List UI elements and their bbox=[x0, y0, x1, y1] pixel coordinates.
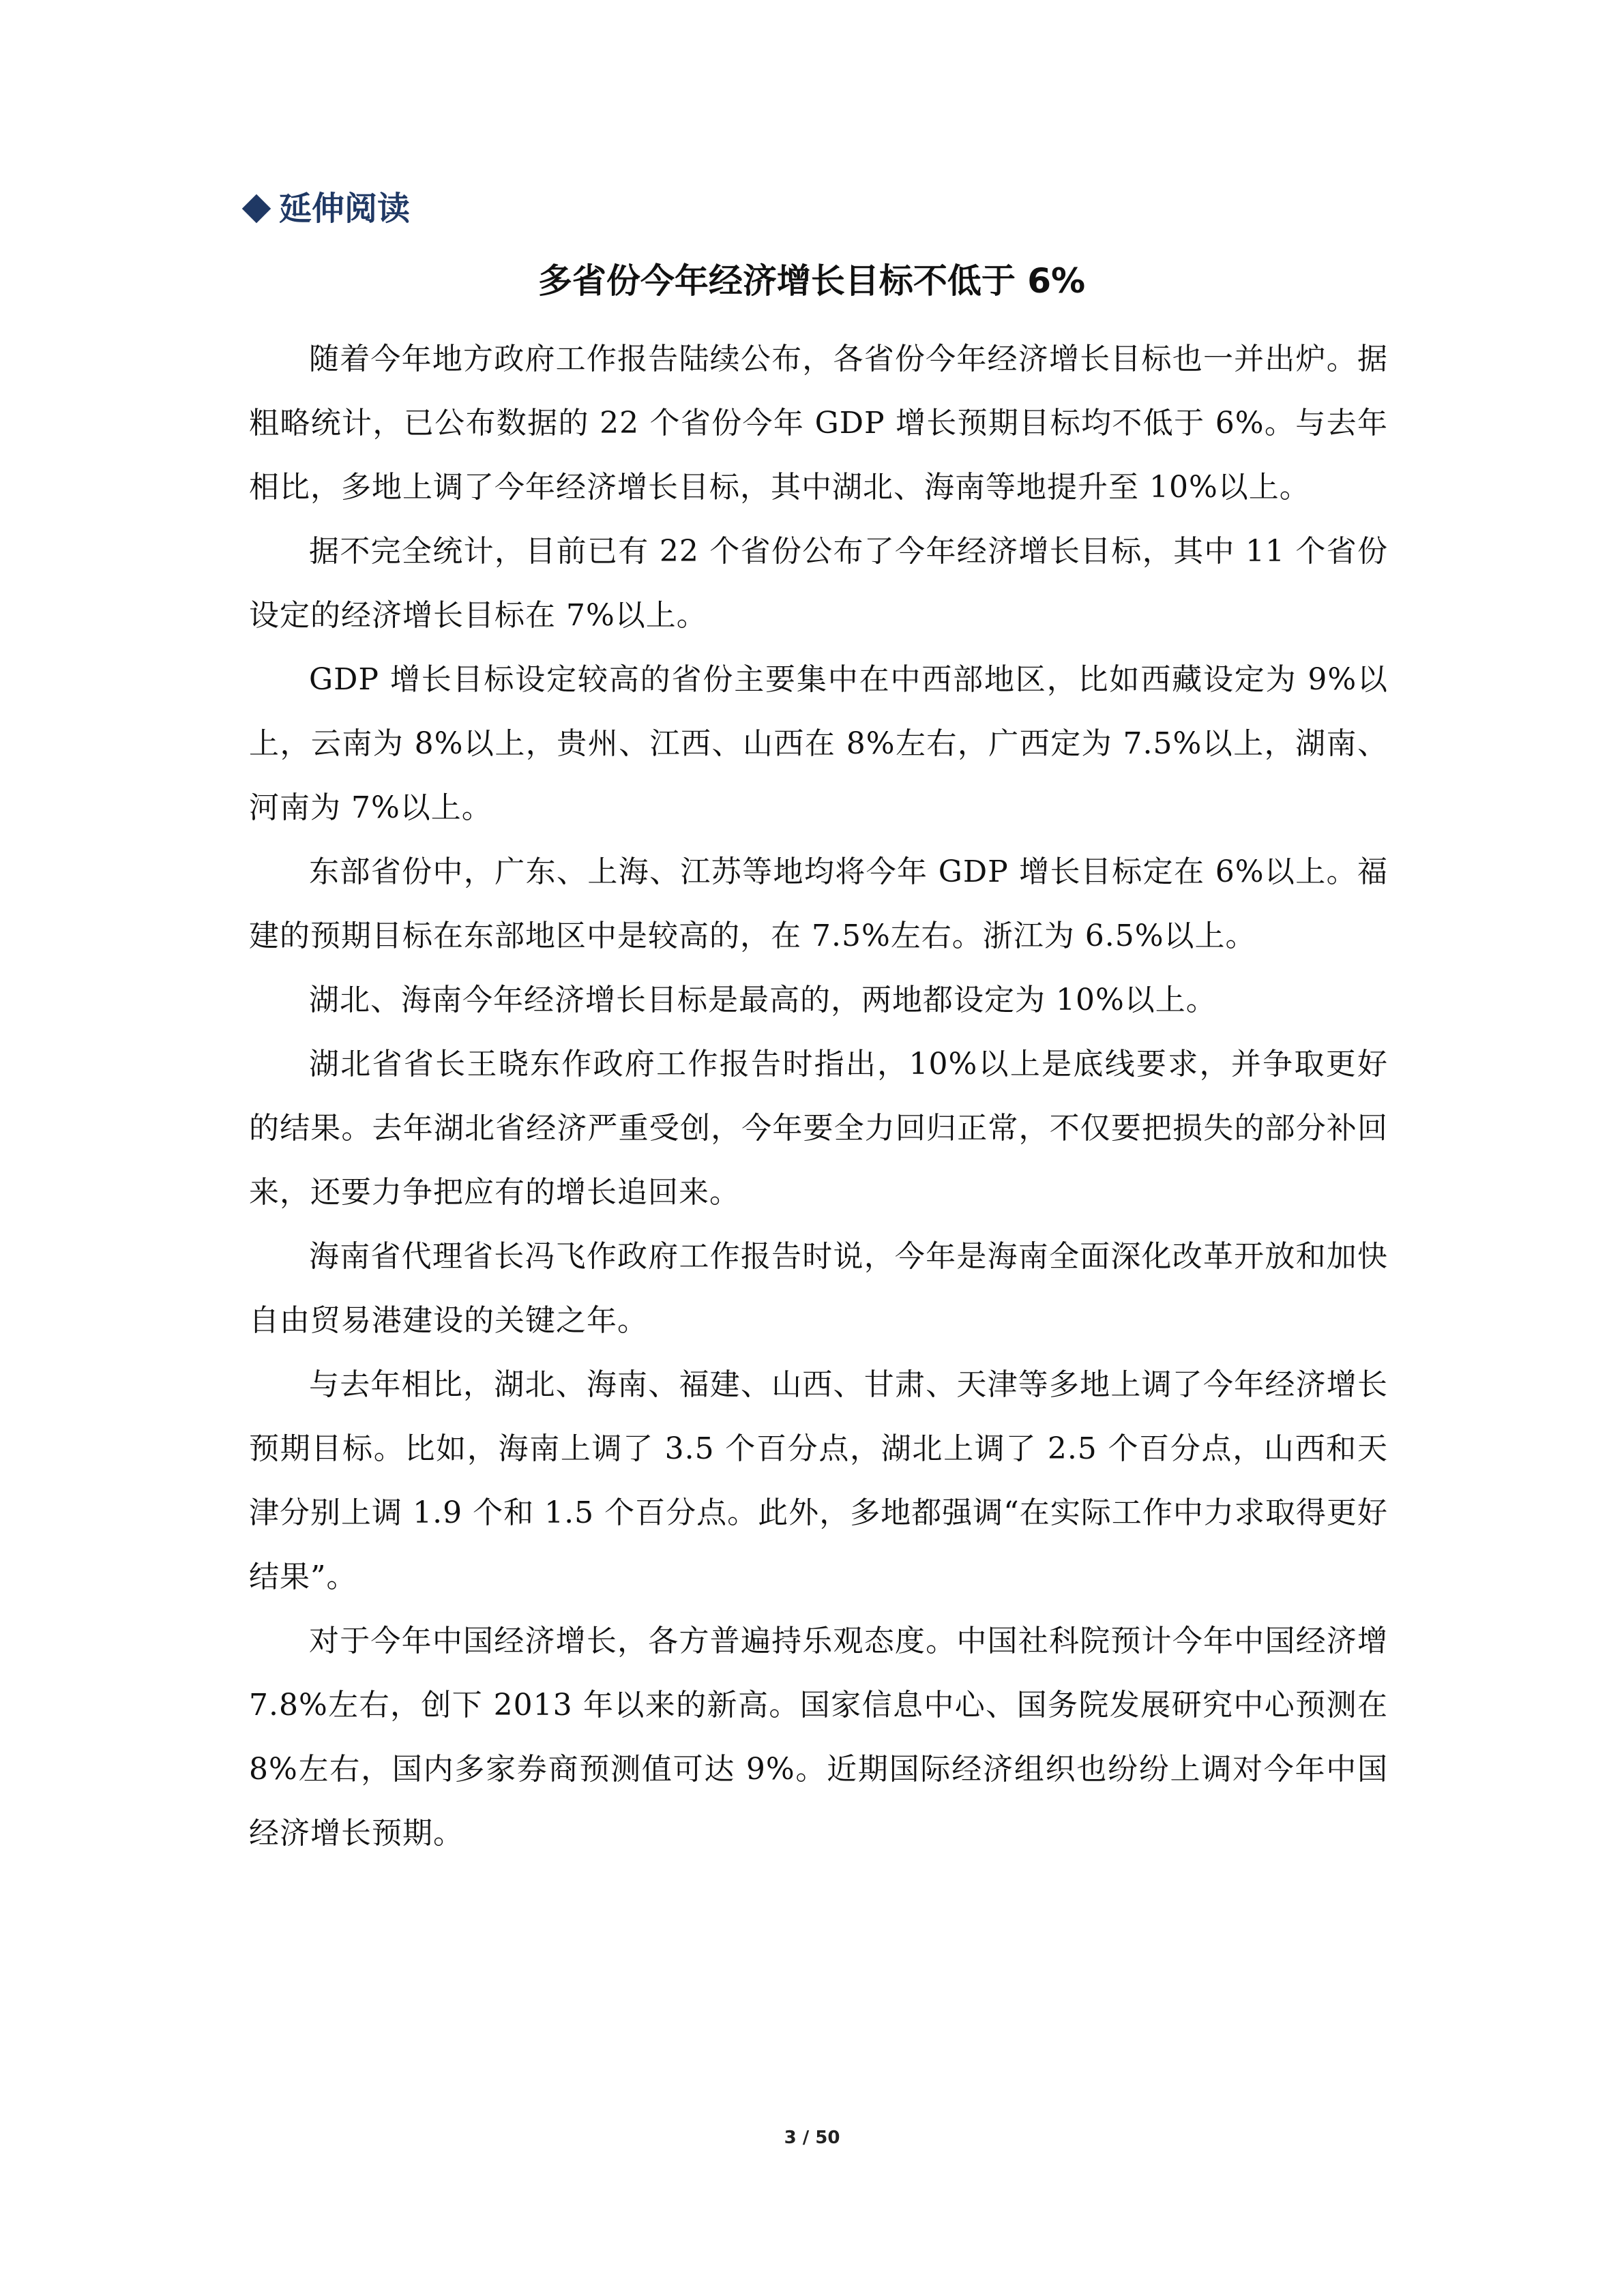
paragraph: 对于今年中国经济增长，各方普遍持乐观态度。中国社科院预计今年中国经济增 7.8%左右，创下 2013 年以来的新高。国家信息中心、国务院发展研究中心预测在 8%左右，国内多家券商预测值可达 9%。近期国际经济组织也纷纷上调对今年中国经济增长预期。 bbox=[249, 1624, 1388, 1851]
section-header bbox=[242, 190, 411, 228]
article-body bbox=[249, 327, 1388, 1866]
diamond-icon bbox=[242, 194, 271, 223]
paragraph: 随着今年地方政府工作报告陆续公布，各省份今年经济增长目标也一并出炉。据粗略统计，已公布数据的 22 个省份今年 GDP 增长预期目标均不低于 6%。与去年相比，多地上调了今年经济增长目标，其中湖北、海南等地提升至 10%以上。 bbox=[249, 342, 1388, 505]
paragraph: 东部省份中，广东、上海、江苏等地均将今年 GDP 增长目标定在 6%以上。福建的预期目标在东部地区中是较高的，在 7.5%左右。浙江为 6.5%以上。 bbox=[249, 854, 1388, 953]
section-label: 延伸阅读 bbox=[279, 190, 411, 228]
page-number: 3 / 50 bbox=[784, 2128, 840, 2148]
paragraph: 海南省代理省长冯飞作政府工作报告时说，今年是海南全面深化改革开放和加快自由贸易港建设的关键之年。 bbox=[249, 1239, 1388, 1338]
paragraph: GDP 增长目标设定较高的省份主要集中在中西部地区，比如西藏设定为 9%以上，云南为 8%以上，贵州、江西、山西在 8%左右，广西定为 7.5%以上，湖南、河南为 7%以上。 bbox=[249, 662, 1388, 825]
article-title: 多省份今年经济增长目标不低于 6% bbox=[537, 261, 1086, 301]
paragraph: 湖北省省长王晓东作政府工作报告时指出，10%以上是底线要求，并争取更好的结果。去年湖北省经济严重受创，今年要全力回归正常，不仅要把损失的部分补回来，还要力争把应有的增长追回来。 bbox=[249, 1047, 1388, 1210]
paragraph: 湖北、海南今年经济增长目标是最高的，两地都设定为 10%以上。 bbox=[309, 983, 1217, 1017]
paragraph: 据不完全统计，目前已有 22 个省份公布了今年经济增长目标，其中 11 个省份设定的经济增长目标在 7%以上。 bbox=[249, 534, 1388, 633]
paragraph: 与去年相比，湖北、海南、福建、山西、甘肃、天津等多地上调了今年经济增长预期目标。比如，海南上调了 3.5 个百分点，湖北上调了 2.5 个百分点，山西和天津分别上调 1.9 个和 1.5 个百分点。此外，多地都强调“在实际工作中力求取得更好结果”。 bbox=[249, 1367, 1388, 1594]
